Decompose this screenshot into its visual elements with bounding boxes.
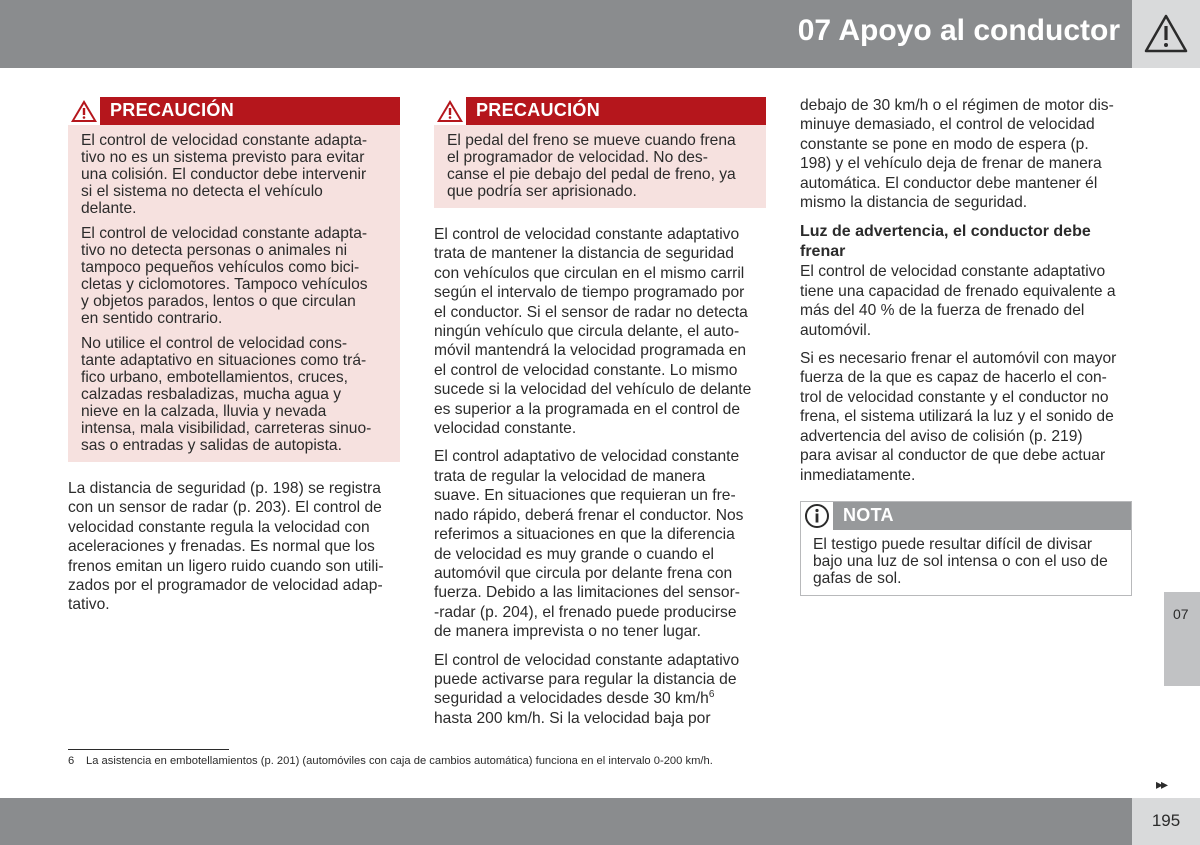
warning-paragraph: El control de velocidad constante adapta- tivo no detecta personas o animales ni tampoco pequeños vehículos como bici- cletas y ciclomotores. Tampoco vehículos y objetos parados, lentos o que circulan en sentido contrario. bbox=[81, 225, 368, 327]
warning-header bbox=[68, 97, 400, 125]
warning-triangle-icon bbox=[1144, 14, 1188, 54]
continue-arrows-icon: ▸▸ bbox=[1156, 776, 1167, 792]
body-paragraph: El control de velocidad constante adaptativo trata de mantener la distancia de seguridad con vehículos que circulan en el mismo carril según el intervalo de tiempo programado por el conductor. Si el sensor de radar no detecta ningún vehículo que circula delante, el auto- móvil mantendrá la velocidad programada en el control de velocidad constante. Lo mismo sucede si la velocidad del vehículo de delante es superior a la programada en el control de velocidad constante. bbox=[434, 226, 752, 438]
body-paragraph: El control de velocidad constante adaptativo tiene una capacidad de frenado equivalente a más del 40 % de la fuerza de frenado del automóvil. bbox=[800, 263, 1116, 339]
note-header bbox=[801, 502, 1131, 530]
warning-icon bbox=[434, 97, 466, 125]
footnote bbox=[68, 755, 713, 767]
body-paragraph: Si es necesario frenar el automóvil con mayor fuerza de la que es capaz de hacerlo el con- trol de velocidad constante y el conductor no frena, el sistema utilizará la luz y el sonido de advertencia del aviso de colisión (p. 219) para avisar al conductor de que debe actuar inmediatamente. bbox=[800, 350, 1117, 484]
warning-paragraph: El control de velocidad constante adapta- tivo no es un sistema previsto para evitar una colisión. El conductor debe intervenir si el sistema no detecta el vehículo delante. bbox=[81, 132, 368, 217]
note-title: NOTA bbox=[843, 504, 894, 525]
body-paragraph: El control adaptativo de velocidad constante trata de regular la velocidad de manera suave. En situaciones que requieran un fre- nado rápido, deberá frenar el conductor. Nos referimos a situaciones en que la diferencia de velocidad es muy grande o cuando el automóvil que circula por delante frena con fuerza. Debido a las limitaciones del sensor- -radar (p. 204), el frenado puede producirse de manera imprevista o no tener lugar. bbox=[434, 448, 744, 641]
chapter-side-tab bbox=[1164, 592, 1200, 686]
warning-header bbox=[434, 97, 766, 125]
column-2 bbox=[434, 97, 766, 737]
info-icon bbox=[801, 502, 833, 530]
body-paragraph: debajo de 30 km/h o el régimen de motor dis- minuye demasiado, el control de velocidad constante se pone en modo de espera (p. 198) y el vehículo deja de frenar de manera automática. El conductor debe mantener él mismo la distancia de seguridad. bbox=[800, 97, 1114, 212]
column-3 bbox=[800, 96, 1132, 596]
warning-icon bbox=[68, 97, 100, 125]
paragraph-text: hasta 200 km/h. Si la velocidad baja por bbox=[434, 709, 711, 727]
chapter-icon-box bbox=[1132, 0, 1200, 68]
paragraph-text: El control de velocidad constante adaptativo puede activarse para regular la distancia de seguridad a velocidades desde 30 km/h bbox=[434, 651, 740, 708]
footnote-reference: 6 bbox=[708, 689, 715, 701]
note-box bbox=[800, 501, 1132, 596]
chapter-tab-label: 07 bbox=[1173, 606, 1189, 622]
warning-body bbox=[68, 125, 400, 462]
section-subheading: Luz de advertencia, el conductor debe frenar bbox=[800, 223, 1091, 261]
warning-title: PRECAUCIÓN bbox=[110, 100, 235, 120]
footnote-divider bbox=[68, 749, 229, 750]
warning-title: PRECAUCIÓN bbox=[476, 100, 601, 120]
page-number: 195 bbox=[1151, 811, 1181, 830]
column-1 bbox=[68, 97, 400, 624]
chapter-title: 07 Apoyo al conductor bbox=[797, 14, 1120, 47]
warning-body bbox=[434, 125, 766, 208]
page-header bbox=[0, 0, 1200, 68]
warning-paragraph: El pedal del freno se mueve cuando frena el programador de velocidad. No des- canse el pie debajo del pedal de freno, ya que podría ser aprisionado. bbox=[447, 132, 736, 200]
warning-box bbox=[434, 97, 766, 208]
note-text: El testigo puede resultar difícil de divisar bajo una luz de sol intensa o con el uso de gafas de sol. bbox=[813, 535, 1108, 587]
footnote-text: La asistencia en embotellamientos (p. 201) (automóviles con caja de cambios automática) funciona en el intervalo 0-200 km/h. bbox=[86, 755, 713, 767]
body-paragraph bbox=[434, 651, 766, 729]
page-footer bbox=[0, 798, 1200, 845]
warning-paragraph: No utilice el control de velocidad cons- tante adaptativo en situaciones como trá- fico urbano, embotellamientos, cruces, calzadas resbaladizas, mucha agua y nieve en la calzada, lluvia y nevada intensa, mala visibilidad, carreteras sinuo- sas o entradas y salidas de autopista. bbox=[81, 335, 372, 454]
footnote-number: 6 bbox=[68, 755, 75, 767]
body-paragraph: La distancia de seguridad (p. 198) se registra con un sensor de radar (p. 203). El control de velocidad constante regula la velocidad con aceleraciones y frenadas. Es normal que los frenos emitan un ligero ruido cuando son utili- zados por el programador de velocidad adap- tativo. bbox=[68, 480, 384, 614]
warning-box bbox=[68, 97, 400, 462]
